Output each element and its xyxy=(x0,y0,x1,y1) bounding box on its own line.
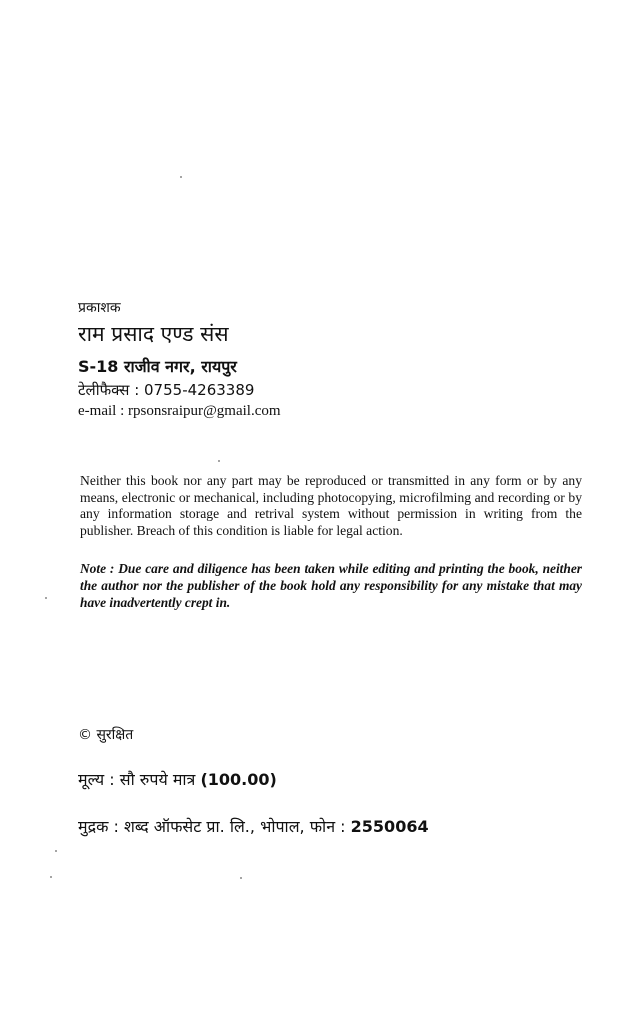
email-label: e-mail xyxy=(78,403,117,419)
publisher-email xyxy=(78,403,281,420)
printer-label: मुद्रक xyxy=(78,817,109,836)
scan-speck xyxy=(240,877,242,879)
price-line xyxy=(78,768,277,790)
separator: : xyxy=(120,403,128,419)
scan-speck xyxy=(50,876,52,878)
copyright-line xyxy=(78,725,133,744)
publisher-label: प्रकाशक xyxy=(78,300,121,316)
disclaimer-note: Note : Due care and diligence has been taken while editing and printing the book, neither the author nor the publisher of the book hold any responsibility for any mistake that may have inadvertently crept in. xyxy=(80,561,582,610)
printer-phone: 2550064 xyxy=(350,817,429,836)
separator: : xyxy=(109,770,120,789)
separator: : xyxy=(340,817,351,836)
price-label: मूल्य xyxy=(78,770,105,789)
copyright-text: सुरक्षित xyxy=(96,727,134,743)
copyright-icon: © xyxy=(78,727,92,743)
printer-line xyxy=(78,815,429,837)
scan-speck xyxy=(218,460,220,462)
separator: : xyxy=(113,817,124,836)
scan-speck xyxy=(180,176,182,178)
publisher-address: S-18 राजीव नगर, रायपुर xyxy=(78,357,237,376)
scan-speck xyxy=(55,850,57,852)
rights-notice: Neither this book nor any part may be reproduced or transmitted in any form or by any means, electronic or mechanical, including photocopying, microfilming and recording or by any information storage and retrival system without permission in writing from the publisher. Breach of this condition is liable for legal action. xyxy=(80,473,582,538)
separator: : xyxy=(134,381,145,399)
scan-speck xyxy=(45,597,47,599)
price-amount: (100.00) xyxy=(200,770,277,789)
publisher-name: राम प्रसाद एण्ड संस xyxy=(78,322,229,346)
telefax-label: टेलीफैक्स xyxy=(78,381,130,399)
email-address: rpsonsraipur@gmail.com xyxy=(128,403,281,419)
telefax-number: 0755-4263389 xyxy=(144,381,255,399)
publisher-telefax xyxy=(78,380,254,400)
printer-text: शब्द ऑफसेट प्रा. लि., भोपाल, फोन xyxy=(123,817,336,836)
price-text: सौ रुपये मात्र xyxy=(119,770,196,789)
